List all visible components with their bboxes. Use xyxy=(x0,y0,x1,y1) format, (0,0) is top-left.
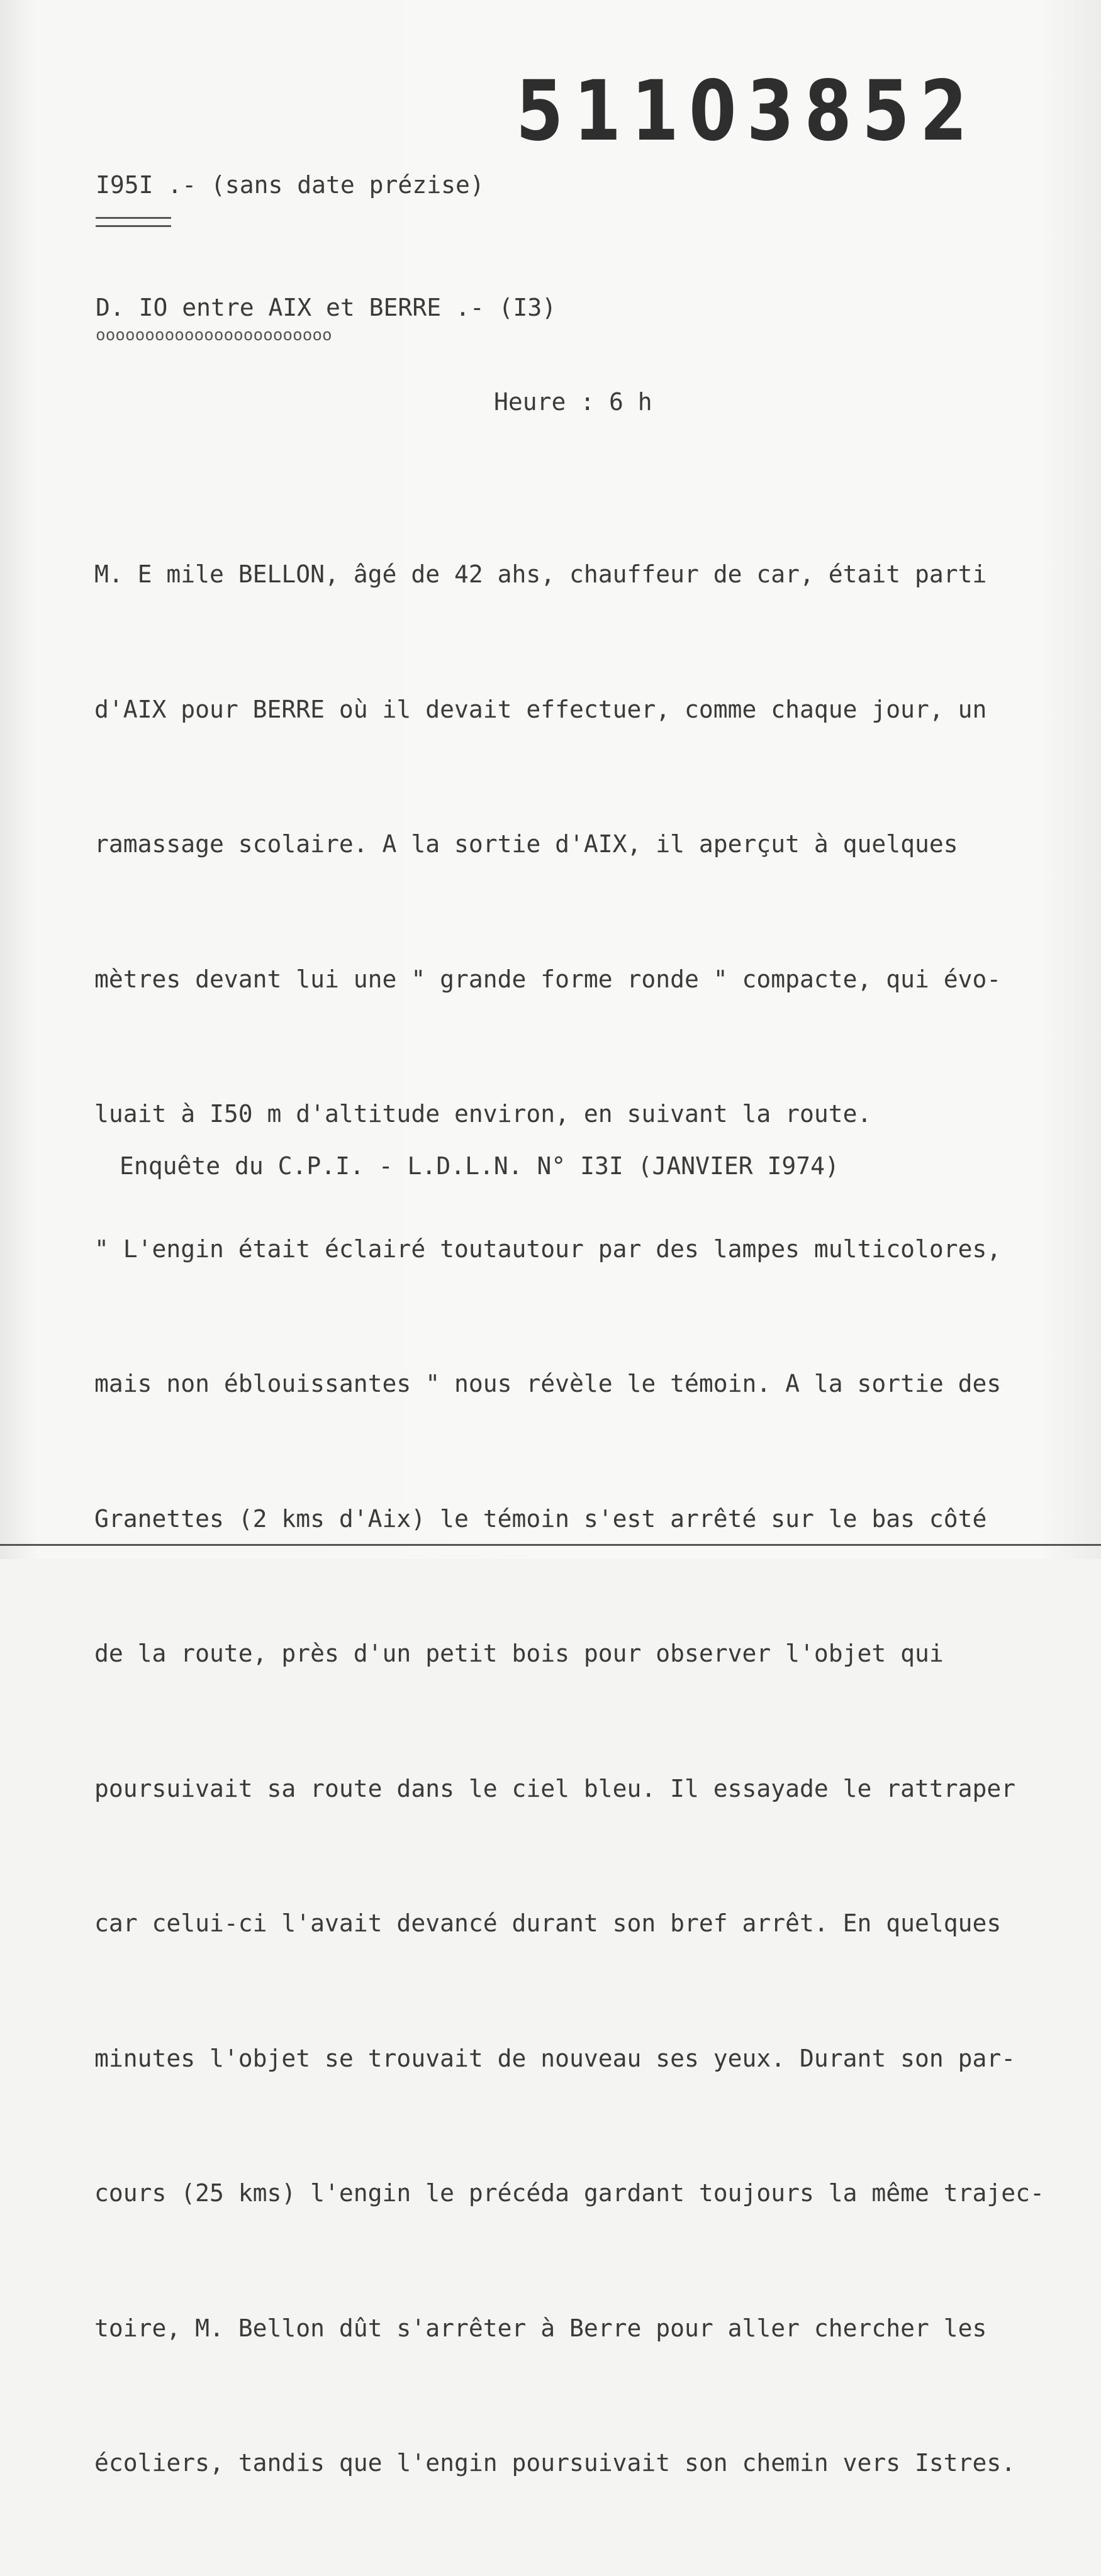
body-line: ramassage scolaire. A la sortie d'AIX, il aperçut à quelques xyxy=(94,830,958,858)
source-line: Enquête du C.P.I. - L.D.L.N. N° I3I (JANVIER I974) xyxy=(120,1152,839,1180)
body-line: " L'engin était éclairé toutautour par des lampes multicolores, xyxy=(94,1235,1002,1263)
body-line: de la route, près d'un petit bois pour observer l'objet qui xyxy=(94,1640,944,1667)
date-line: I95I .- (sans date prézise) xyxy=(96,171,484,199)
body-paragraph xyxy=(94,462,1044,2576)
body-line: toire, M. Bellon dût s'arrêter à Berre pour aller chercher les xyxy=(94,2314,987,2342)
body-line: écoliers, tandis que l'engin poursuivait son chemin vers Istres. xyxy=(94,2449,1016,2477)
location-line: D. IO entre AIX et BERRE .- (I3) xyxy=(96,294,557,321)
body-line: mètres devant lui une " grande forme ronde " compacte, qui évo- xyxy=(94,965,1002,993)
body-line: minutes l'objet se trouvait de nouveau ses yeux. Durant son par- xyxy=(94,2044,1016,2072)
document-number: 51103852 xyxy=(516,63,978,160)
page-edge xyxy=(0,1544,1101,1546)
body-line: mais non éblouissantes " nous révèle le témoin. A la sortie des xyxy=(94,1370,1002,1397)
body-line: d'AIX pour BERRE où il devait effectuer, comme chaque jour, un xyxy=(94,695,987,723)
time-line: Heure : 6 h xyxy=(494,388,652,416)
body-line: cours (25 kms) l'engin le précéda gardant toujours la même trajec- xyxy=(94,2179,1044,2207)
body-line: poursuivait sa route dans le ciel bleu. Il essayade le rattraper xyxy=(94,1774,1016,1802)
location-underline: oooooooooooooooooooooooo xyxy=(96,326,332,345)
body-line: M. E mile BELLON, âgé de 42 ahs, chauffeur de car, était parti xyxy=(94,560,987,588)
body-line: luait à I50 m d'altitude environ, en suivant la route. xyxy=(94,1100,872,1128)
body-line: Granettes (2 kms d'Aix) le témoin s'est arrêté sur le bas côté xyxy=(94,1504,987,1533)
date-underline xyxy=(96,217,171,227)
body-line: car celui-ci l'avait devancé durant son bref arrêt. En quelques xyxy=(94,1909,1002,1937)
